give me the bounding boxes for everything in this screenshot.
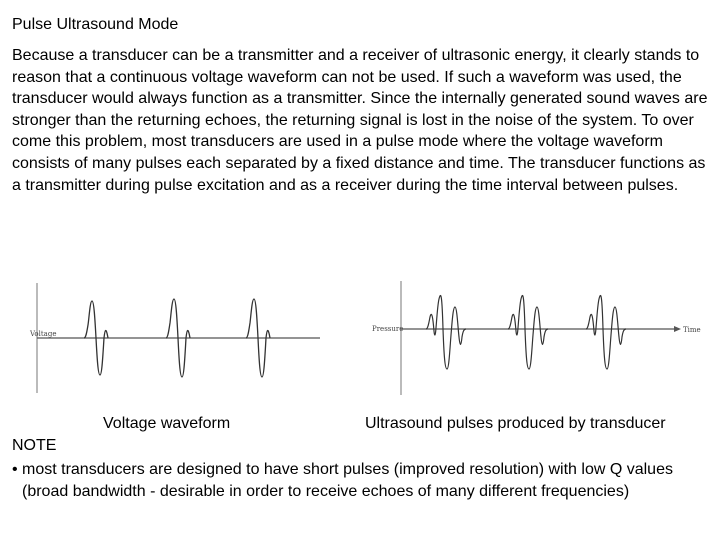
ultrasound-pulses-figure [368,277,710,397]
note-item-text: most transducers are designed to have short pulses (improved resolution) with low Q values (broad bandwidth - desirable in order to receive echoes of many different frequencies) [22,461,673,500]
voltage-waveform-diagram [28,275,328,400]
note-heading: NOTE [12,437,57,454]
slide-title: Pulse Ultrasound Mode [12,16,179,33]
voltage-waveform-figure [28,275,328,400]
time-axis-label: Time [683,326,701,334]
ultrasound-pulses-diagram [368,277,710,397]
ultrasound-pulse-2 [508,295,548,369]
time-arrowhead-icon [674,326,681,332]
note-list-item [12,459,692,503]
ultrasound-pulse-3 [586,295,626,369]
bullet-icon: • [12,461,18,478]
ultrasound-pulse-1 [426,295,466,369]
voltage-axis-label: Voltage [30,330,57,338]
ultrasound-pulses-caption: Ultrasound pulses produced by transducer [365,415,666,432]
body-paragraph: Because a transducer can be a transmitter and a receiver of ultrasonic energy, it clearly stands to reason that a continuous voltage waveform can not be used. If such a waveform was used, the transducer would always function as a transmitter. Since the internally generated sound waves are stronger than the returning echoes, the returning signal is lost in the noise of the system. To over come this problem, most transducers are used in a pulse mode where the voltage waveform consists of many pulses each separated by a fixed distance and time. The transducer functions as a transmitter during pulse excitation and as a receiver during the time interval between pulses. [12,47,708,194]
pressure-axis-label: Pressure [372,325,404,333]
voltage-waveform-caption: Voltage waveform [103,415,231,432]
